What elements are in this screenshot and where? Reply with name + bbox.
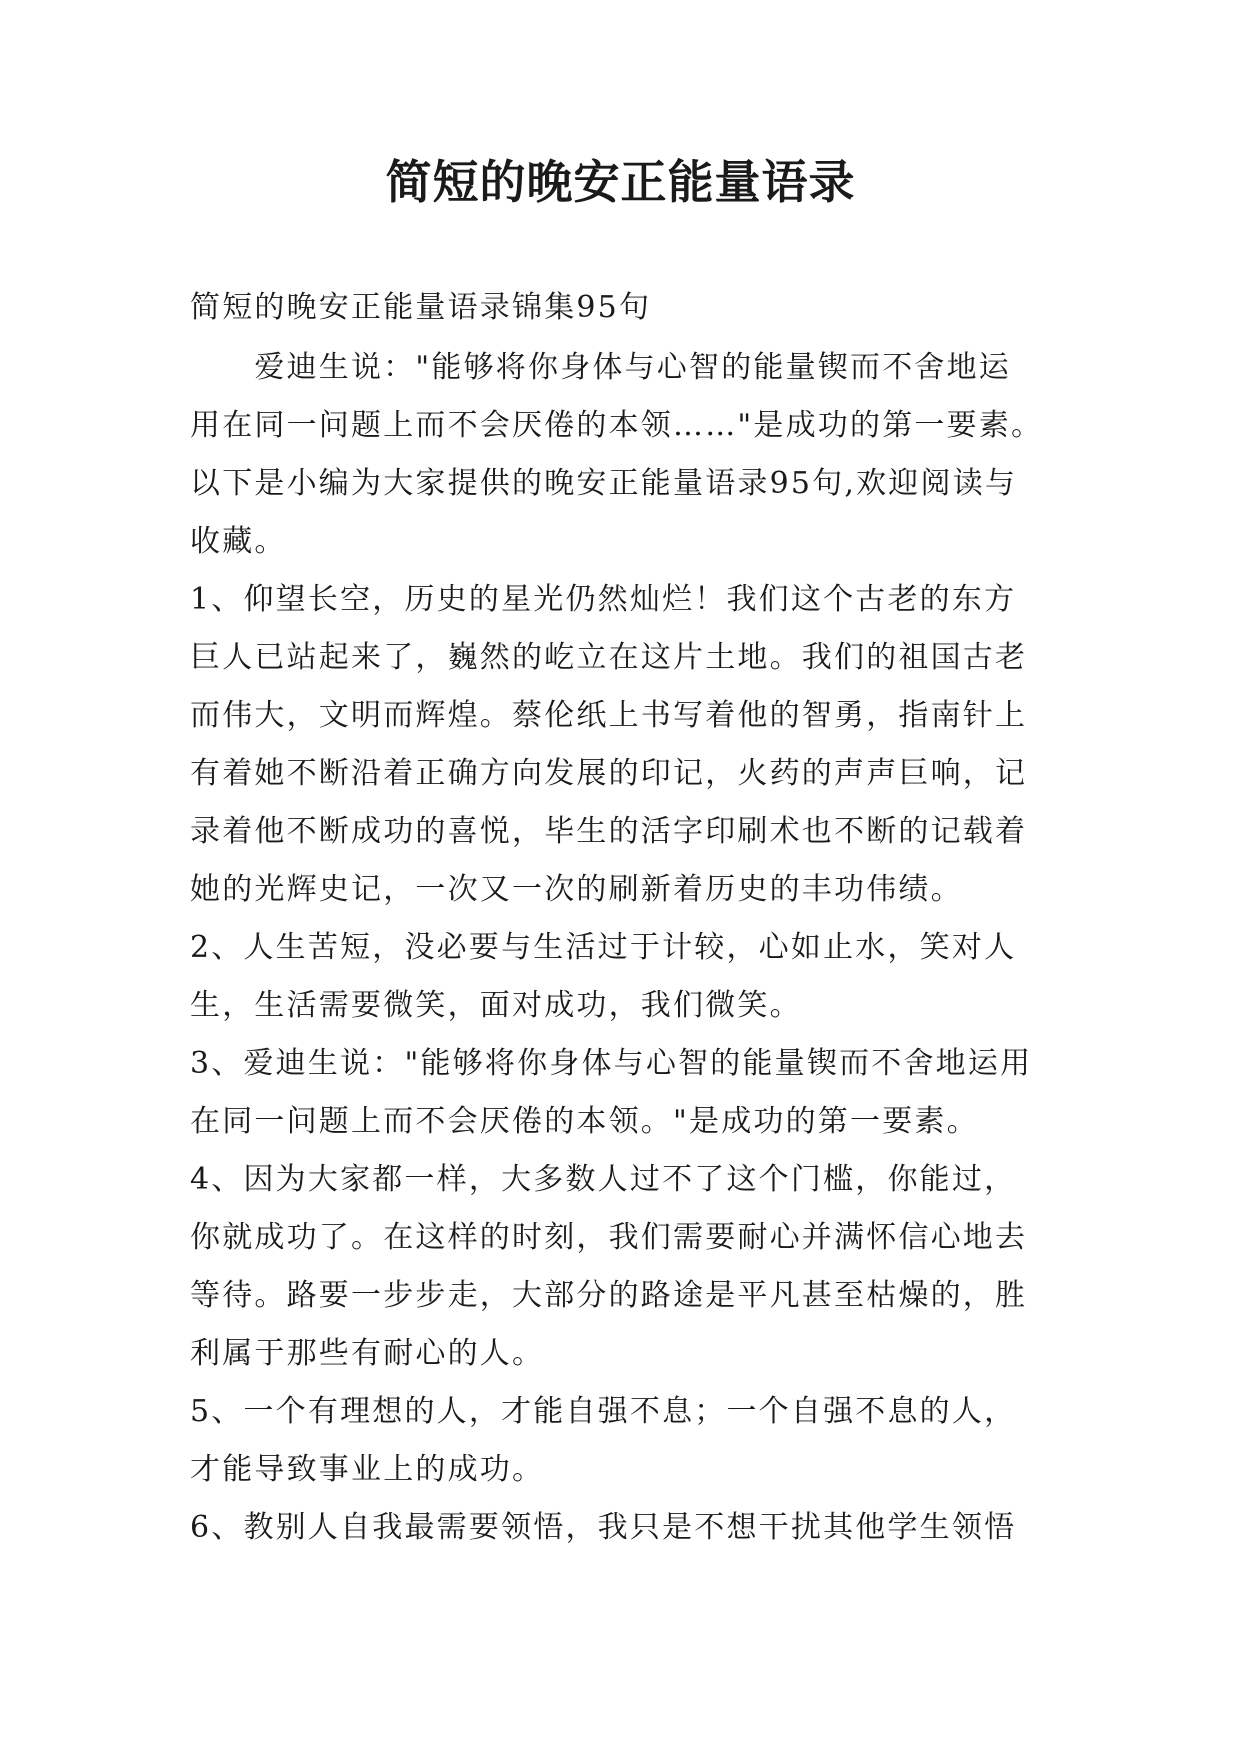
paragraph-line: 她的光辉史记，一次又一次的刷新着历史的丰功伟绩。 [190,872,963,907]
paragraph-line: 利属于那些有耐心的人。 [190,1336,545,1371]
paragraph-line: 在同一问题上而不会厌倦的本领。"是成功的第一要素。 [190,1104,979,1139]
subtitle-line: 简短的晚安正能量语录锦集95句 [190,290,652,325]
paragraph-line: 3、爱迪生说："能够将你身体与心智的能量锲而不舍地运用 [190,1046,1033,1081]
paragraph-line: 6、教别人自我最需要领悟，我只是不想干扰其他学生领悟 [190,1510,1017,1545]
paragraph-line: 巨人已站起来了，巍然的屹立在这片土地。我们的祖国古老 [190,640,1028,675]
paragraph-line: 录着他不断成功的喜悦，毕生的活字印刷术也不断的记载着 [190,814,1028,849]
paragraph-line: 有着她不断沿着正确方向发展的印记，火药的声声巨响，记 [190,756,1028,791]
paragraph-line: 4、因为大家都一样，大多数人过不了这个门槛，你能过， [190,1162,1017,1197]
paragraph-line: 生，生活需要微笑，面对成功，我们微笑。 [190,988,802,1023]
paragraph-line: 2、人生苦短，没必要与生活过于计较，心如止水，笑对人 [190,930,1017,965]
paragraph-line: 才能导致事业上的成功。 [190,1452,545,1487]
paragraph-line: 收藏。 [190,524,287,559]
paragraph-line: 爱迪生说："能够将你身体与心智的能量锲而不舍地运 [190,350,1011,385]
paragraph-line: 1、仰望长空，历史的星光仍然灿烂！我们这个古老的东方 [190,582,1017,617]
paragraph-line: 等待。路要一步步走，大部分的路途是平凡甚至枯燥的，胜 [190,1278,1028,1313]
paragraph-line: 而伟大，文明而辉煌。蔡伦纸上书写着他的智勇，指南针上 [190,698,1028,733]
paragraph-line: 以下是小编为大家提供的晚安正能量语录95句,欢迎阅读与 [190,466,1018,501]
paragraph-line: 5、一个有理想的人，才能自强不息；一个自强不息的人， [190,1394,1017,1429]
document-title: 简短的晚安正能量语录 [385,155,856,209]
paragraph-line: 用在同一问题上而不会厌倦的本领……"是成功的第一要素。 [190,408,1044,443]
paragraph-line: 你就成功了。在这样的时刻，我们需要耐心并满怀信心地去 [190,1220,1028,1255]
